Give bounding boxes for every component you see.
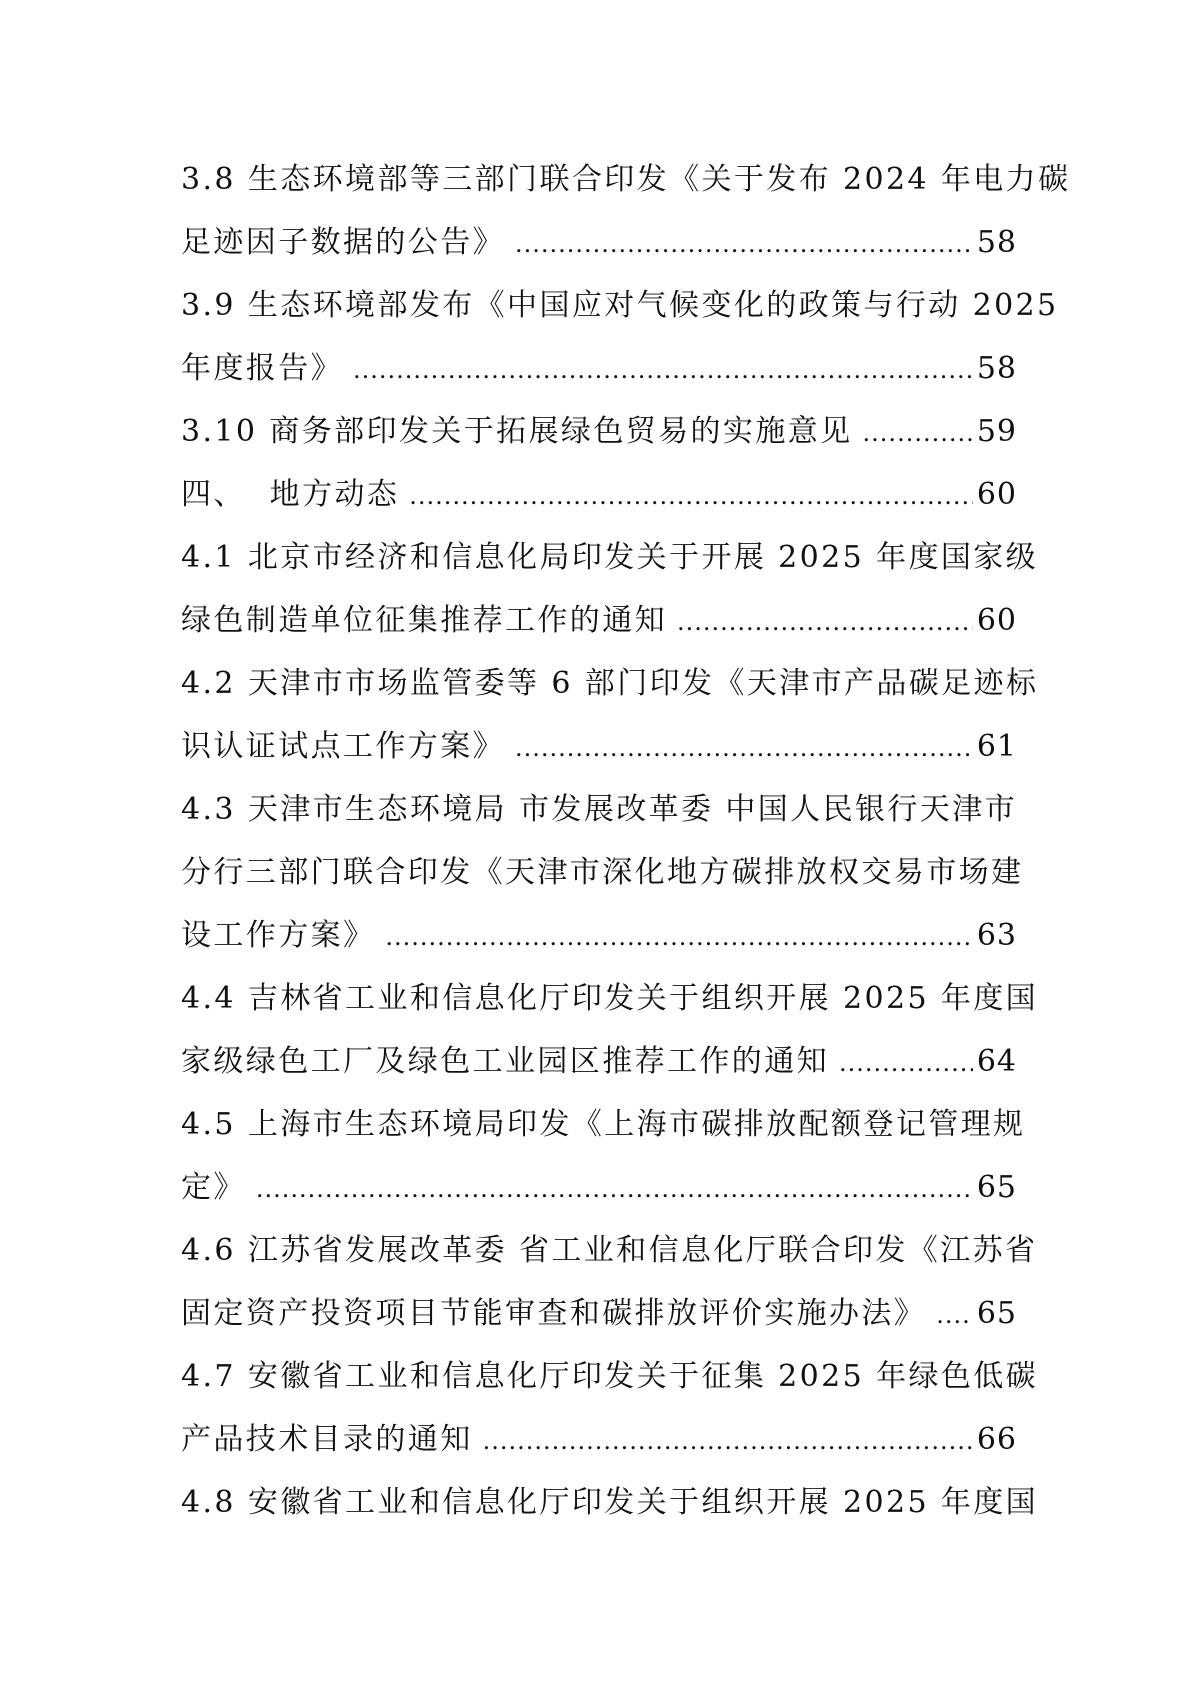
- toc-entry-text: 4.3 天津市生态环境局 市发展改革委 中国人民银行天津市: [181, 792, 1017, 827]
- toc-page-number: 58: [976, 225, 1017, 260]
- toc-entry-text: 4.7 安徽省工业和信息化厅印发关于征集 2025 年绿色低碳: [181, 1359, 1039, 1394]
- toc-page-number: 61: [976, 729, 1017, 764]
- dot-leader: [936, 1284, 973, 1347]
- toc-entry-text: 4.4 吉林省工业和信息化厅印发关于组织开展 2025 年度国: [181, 981, 1039, 1016]
- toc-entry-text: 绿色制造单位征集推荐工作的通知: [181, 603, 667, 638]
- table-of-contents: [181, 148, 1071, 1534]
- toc-entry-text: 3.10 商务部印发关于拓展绿色贸易的实施意见: [181, 414, 853, 449]
- toc-page-number: 66: [976, 1422, 1017, 1457]
- toc-entry-text: 固定资产投资项目节能审查和碳排放评价实施办法》: [181, 1296, 927, 1331]
- toc-entry-4-7[interactable]: [181, 1345, 1039, 1471]
- toc-entry-4-4[interactable]: [181, 967, 1039, 1093]
- toc-entry-text: 年度报告》: [181, 351, 343, 386]
- dot-leader: [483, 1410, 973, 1473]
- toc-entry-text: 3.8 生态环境部等三部门联合印发《关于发布 2024 年电力碳: [181, 162, 1071, 197]
- toc-page-number: 58: [976, 351, 1017, 386]
- toc-entry-4-2[interactable]: [181, 652, 1039, 778]
- toc-entry-4-8[interactable]: [181, 1471, 1039, 1534]
- toc-entry-3-10[interactable]: [181, 400, 1017, 463]
- toc-page-number: 63: [976, 918, 1017, 953]
- toc-page-number: 65: [976, 1170, 1017, 1205]
- dot-leader: [677, 591, 973, 654]
- dot-leader: [839, 1032, 973, 1095]
- toc-entry-3-8[interactable]: [181, 148, 1071, 274]
- toc-section-4[interactable]: [181, 463, 1017, 526]
- toc-entry-3-9[interactable]: [181, 274, 1059, 400]
- toc-entry-text: 足迹因子数据的公告》: [181, 225, 505, 260]
- toc-entry-text: 定》: [181, 1170, 246, 1205]
- dot-leader: [256, 1158, 973, 1221]
- dot-leader: [863, 402, 973, 465]
- toc-page-number: 65: [976, 1296, 1017, 1331]
- dot-leader: [515, 213, 973, 276]
- dot-leader: [515, 717, 973, 780]
- toc-section-title: 四、 地方动态: [181, 477, 400, 512]
- toc-entry-4-1[interactable]: [181, 526, 1039, 652]
- toc-entry-text: 家级绿色工厂及绿色工业园区推荐工作的通知: [181, 1044, 829, 1079]
- toc-entry-text: 设工作方案》: [181, 918, 376, 953]
- toc-entry-text: 4.6 江苏省发展改革委 省工业和信息化厅联合印发《江苏省: [181, 1233, 1038, 1268]
- toc-entry-text: 产品技术目录的通知: [181, 1422, 473, 1457]
- toc-entry-text: 分行三部门联合印发《天津市深化地方碳排放权交易市场建: [181, 855, 1024, 890]
- dot-leader: [409, 465, 973, 528]
- toc-entry-text: 3.9 生态环境部发布《中国应对气候变化的政策与行动 2025: [181, 288, 1059, 323]
- toc-entry-text: 4.2 天津市市场监管委等 6 部门印发《天津市产品碳足迹标: [181, 666, 1039, 701]
- dot-leader: [385, 906, 972, 969]
- toc-entry-text: 识认证试点工作方案》: [181, 729, 505, 764]
- toc-page-number: 60: [976, 477, 1017, 512]
- toc-entry-4-6[interactable]: [181, 1219, 1038, 1345]
- toc-page-number: 60: [976, 603, 1017, 638]
- toc-entry-text: 4.8 安徽省工业和信息化厅印发关于组织开展 2025 年度国: [181, 1485, 1039, 1520]
- toc-entry-text: 4.5 上海市生态环境局印发《上海市碳排放配额登记管理规: [181, 1107, 1026, 1142]
- toc-page-number: 59: [976, 414, 1017, 449]
- toc-page-number: 64: [976, 1044, 1017, 1079]
- toc-entry-text: 4.1 北京市经济和信息化局印发关于开展 2025 年度国家级: [181, 540, 1039, 575]
- dot-leader: [353, 339, 973, 402]
- toc-entry-4-3[interactable]: [181, 778, 1024, 967]
- toc-entry-4-5[interactable]: [181, 1093, 1026, 1219]
